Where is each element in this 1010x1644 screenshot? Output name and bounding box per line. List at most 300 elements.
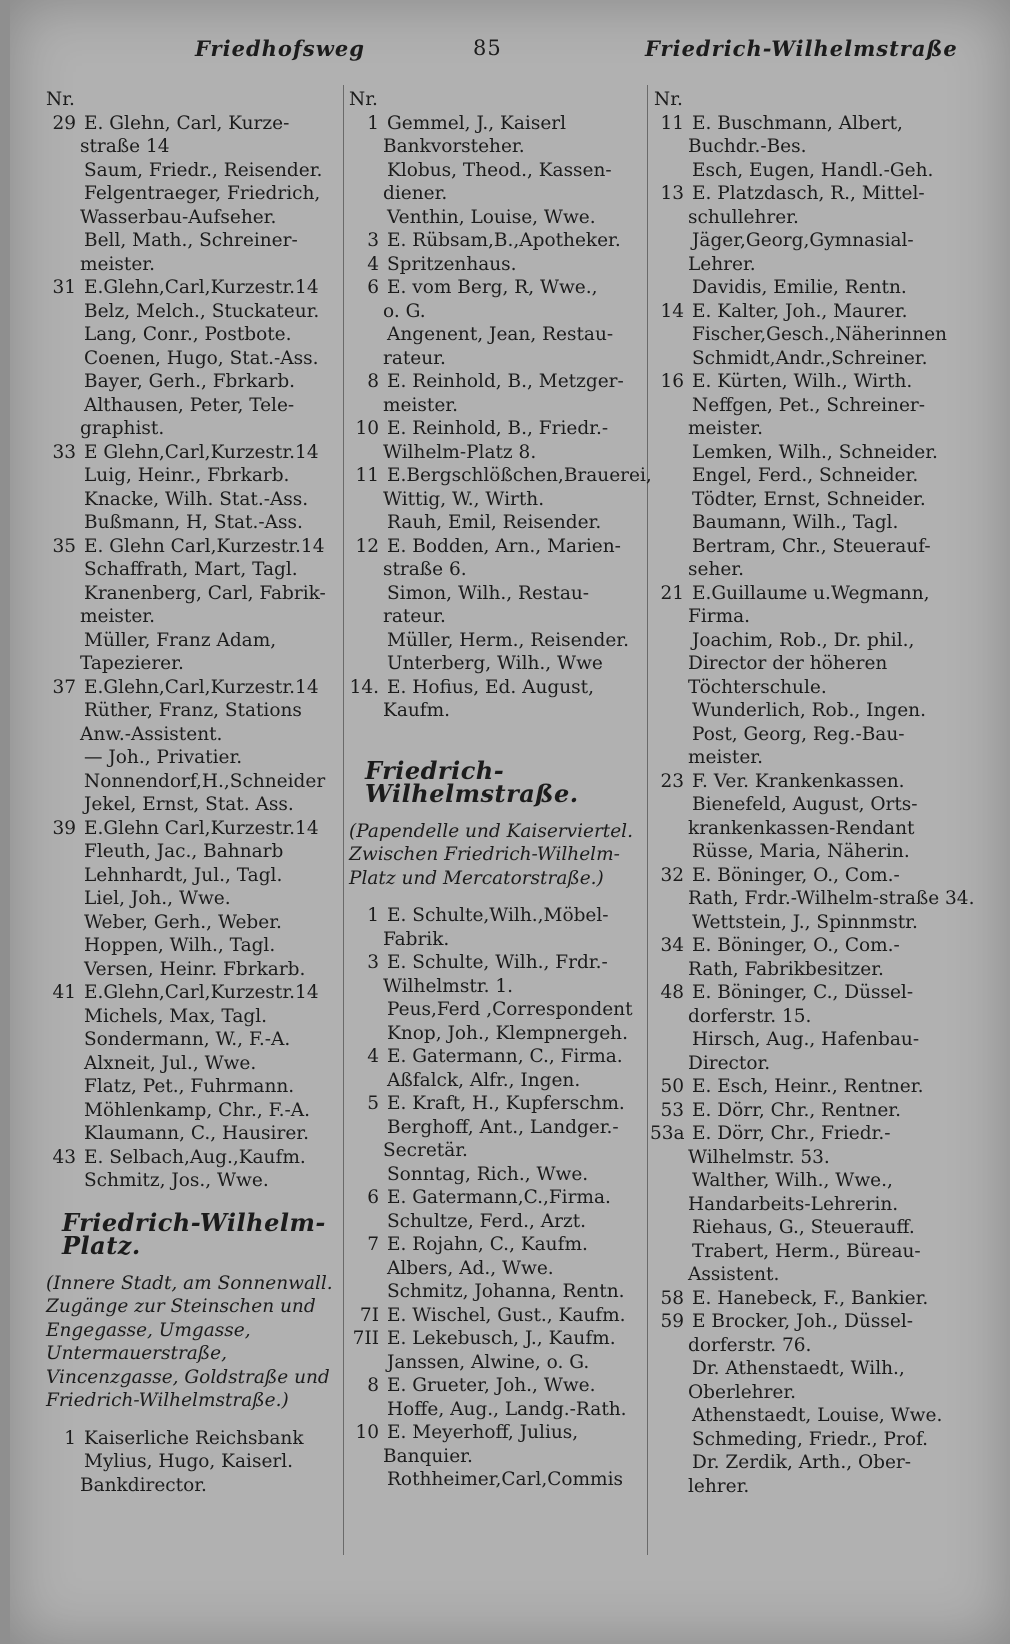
directory-entry — [42, 441, 347, 465]
resident-text: E. Kalter, Joh., Maurer. — [692, 300, 908, 322]
house-number — [42, 511, 84, 535]
resident-text: Sonntag, Rich., Wwe. — [387, 1163, 589, 1185]
resident-text: Rothheimer,Carl,Commis — [387, 1469, 623, 1490]
directory-entry — [650, 723, 995, 770]
resident-text: E. Buschmann, Albert, — [692, 112, 903, 134]
resident-text: Michels, Max, Tagl. — [84, 1005, 267, 1027]
house-number: 48 — [660, 982, 684, 1003]
resident-text-continued: rateur. — [383, 347, 446, 369]
resident-text: Schmeding, Friedr., Prof. — [692, 1428, 929, 1450]
resident-text-continued: Buchdr.-Bes. — [688, 136, 807, 157]
house-number — [42, 699, 84, 723]
resident-text: E. Grueter, Joh., Wwe. — [387, 1375, 596, 1396]
resident-text: Müller, Franz Adam, — [84, 629, 277, 651]
house-number: 4 — [367, 253, 379, 275]
directory-entry — [345, 904, 650, 951]
directory-entry — [42, 981, 347, 1005]
directory-entry — [42, 864, 347, 888]
house-number — [345, 1022, 387, 1046]
house-number — [345, 652, 387, 676]
directory-entry — [42, 464, 347, 488]
house-number — [42, 1005, 84, 1029]
resident-text: Jekel, Ernst, Stat. Ass. — [84, 794, 294, 815]
directory-entry — [650, 323, 995, 347]
resident-text: E Brocker, Joh., Düssel- — [692, 1311, 914, 1332]
directory-entry — [650, 1310, 995, 1357]
resident-text-continued: meister. — [688, 418, 763, 439]
directory-entry — [42, 887, 347, 911]
directory-entry — [650, 699, 995, 723]
house-number — [42, 934, 84, 958]
house-number — [345, 323, 387, 347]
directory-entry — [42, 229, 347, 276]
resident-text: E. Gatermann, C., Firma. — [387, 1046, 623, 1067]
house-number — [42, 229, 84, 253]
directory-entry — [345, 1210, 650, 1234]
resident-text: Venthin, Louise, Wwe. — [387, 206, 596, 228]
resident-text: Joachim, Rob., Dr. phil., — [692, 629, 915, 651]
resident-text: Peus,Ferd ,Correspondent — [387, 999, 633, 1020]
directory-entry — [345, 1374, 650, 1398]
resident-text: E. Böninger, C., Düssel- — [692, 982, 914, 1003]
directory-entry — [345, 276, 650, 323]
house-number — [650, 229, 692, 253]
resident-text: Davidis, Emilie, Rentn. — [692, 277, 907, 298]
column-2 — [345, 88, 650, 1492]
house-number — [42, 182, 84, 206]
house-number: 10 — [355, 418, 379, 439]
directory-entry — [650, 1169, 995, 1216]
directory-entry — [42, 1450, 347, 1497]
house-number: 8 — [367, 1375, 379, 1396]
directory-entry — [345, 159, 650, 206]
house-number: 33 — [52, 441, 76, 463]
directory-entry — [42, 394, 347, 441]
resident-text: Kranenberg, Carl, Fabrik- — [84, 582, 326, 604]
directory-entry — [345, 1163, 650, 1187]
house-number: 34 — [660, 935, 684, 956]
directory-entry — [42, 1005, 347, 1029]
resident-text-continued: o. G. — [383, 300, 426, 322]
house-number — [650, 464, 692, 488]
resident-text: Coenen, Hugo, Stat.-Ass. — [84, 347, 319, 369]
house-number — [650, 1240, 692, 1264]
resident-text: Dr. Athenstaedt, Wilh., — [692, 1358, 905, 1379]
directory-entry — [42, 1028, 347, 1052]
section-title: Friedrich-Wilhelmstraße. — [365, 755, 579, 808]
house-number — [650, 394, 692, 418]
house-number: 12 — [355, 535, 379, 557]
directory-entry — [650, 1451, 995, 1498]
house-number: 1 — [367, 112, 379, 134]
house-number: 6 — [367, 1187, 379, 1208]
resident-text: — Joh., Privatier. — [84, 747, 243, 768]
directory-entry — [650, 182, 995, 229]
directory-entry — [650, 159, 995, 183]
resident-text-continued: Wilhelmstr. 1. — [383, 975, 513, 997]
directory-entry — [650, 1240, 995, 1287]
house-number: 6 — [367, 277, 379, 298]
house-number — [345, 159, 387, 183]
resident-text: Sondermann, W., F.-A. — [84, 1029, 291, 1050]
directory-entry — [650, 911, 995, 935]
directory-entry — [42, 1099, 347, 1123]
resident-text-continued: lehrer. — [688, 1475, 750, 1497]
house-number — [345, 1163, 387, 1187]
directory-entry — [650, 300, 995, 324]
house-number — [345, 1210, 387, 1234]
section-note: (Innere Stadt, am Sonnenwall. Zugänge zur Steinschen und Engegasse, Umgasse, Untermauerstraße, Vincenzgasse, Goldstraße und Friedrich-Wilhelmstraße.) — [46, 1272, 333, 1411]
resident-text: Engel, Ferd., Schneider. — [692, 465, 919, 486]
directory-entry — [42, 793, 347, 817]
header-right-street: Friedrich-Wilhelmstraße — [645, 36, 958, 61]
directory-page — [10, 0, 1010, 1644]
resident-text-continued: Rath, Frdr.-Wilhelm-straße 34. — [688, 888, 975, 909]
house-number — [42, 958, 84, 982]
resident-text: Belz, Melch., Stuckateur. — [84, 300, 320, 322]
resident-text-continued: meister. — [80, 253, 155, 275]
resident-text: Hoppen, Wilh., Tagl. — [84, 935, 276, 956]
resident-text-continued: Director der höheren Töchterschule. — [688, 653, 888, 698]
house-number — [42, 1169, 84, 1193]
house-number: 53 — [660, 1099, 684, 1121]
resident-text-continued: Handarbeits-Lehrerin. — [688, 1193, 899, 1215]
resident-text: Rüther, Franz, Stations — [84, 700, 302, 721]
house-number — [42, 793, 84, 817]
house-number — [650, 441, 692, 465]
house-number — [650, 511, 692, 535]
house-number: 11 — [660, 112, 684, 134]
resident-text-continued: dorferstr. 76. — [688, 1334, 812, 1356]
directory-entry — [650, 276, 995, 300]
house-number — [42, 1450, 84, 1474]
directory-entry — [650, 1404, 995, 1428]
house-number — [345, 1468, 387, 1492]
header-left-street: Friedhofsweg — [195, 36, 365, 61]
resident-text: Riehaus, G., Steuerauff. — [692, 1217, 915, 1238]
resident-text: Knop, Joh., Klempnergeh. — [387, 1022, 628, 1044]
house-number — [650, 699, 692, 723]
directory-entry — [650, 394, 995, 441]
resident-text: Fischer,Gesch.,Näherinnen — [692, 324, 947, 345]
resident-text-continued: schullehrer. — [688, 206, 799, 228]
resident-text: E. Rübsam,B.,Apotheker. — [387, 230, 621, 251]
house-number — [42, 347, 84, 371]
resident-text: Liel, Joh., Wwe. — [84, 888, 231, 909]
directory-entry — [650, 464, 995, 488]
resident-text: Alxneit, Jul., Wwe. — [84, 1052, 257, 1074]
resident-text: Unterberg, Wilh., Wwe — [387, 653, 603, 674]
directory-entry — [42, 1169, 347, 1193]
directory-entry — [345, 206, 650, 230]
column-3 — [650, 88, 995, 1498]
house-number: 7 — [367, 1234, 379, 1255]
resident-text: Tödter, Ernst, Schneider. — [692, 488, 926, 510]
directory-entry — [650, 1075, 995, 1099]
resident-text: Aßfalck, Alfr., Ingen. — [387, 1069, 581, 1091]
resident-text: E. Platzdasch, R., Mittel- — [692, 183, 925, 204]
resident-text: E.Glehn,Carl,Kurzestr.14 — [84, 277, 319, 298]
house-number: 43 — [52, 1146, 76, 1168]
resident-text: Schmitz, Jos., Wwe. — [84, 1170, 269, 1191]
house-number — [650, 159, 692, 183]
directory-entry — [42, 182, 347, 229]
directory-entry — [345, 951, 650, 998]
resident-text: Möhlenkamp, Chr., F.-A. — [84, 1099, 311, 1121]
directory-entry — [650, 840, 995, 864]
resident-text: Angenent, Jean, Restau- — [387, 324, 614, 345]
resident-text-continued: Director. — [688, 1052, 771, 1074]
house-number — [650, 347, 692, 371]
house-number: 32 — [660, 864, 684, 886]
house-number: 41 — [52, 982, 76, 1003]
resident-text: E. Lekebusch, J., Kaufm. — [387, 1328, 616, 1349]
resident-text: Klaumann, C., Hausirer. — [84, 1123, 309, 1144]
resident-text: F. Ver. Krankenkassen. — [692, 770, 905, 792]
resident-text-continued: krankenkassen-Rendant — [688, 817, 915, 839]
directory-entry — [650, 981, 995, 1028]
resident-text: Wunderlich, Rob., Ingen. — [692, 700, 926, 721]
house-number: 39 — [52, 817, 76, 839]
house-number — [42, 558, 84, 582]
house-number: 23 — [660, 770, 684, 792]
house-number — [42, 770, 84, 794]
house-number: 14. — [349, 676, 379, 698]
resident-text: Berghoff, Ant., Landger.- — [387, 1116, 619, 1138]
house-number — [345, 1116, 387, 1140]
directory-entry — [650, 1216, 995, 1240]
resident-text-continued: meister. — [688, 747, 763, 768]
resident-text-continued: Wasserbau-Aufseher. — [80, 206, 277, 228]
directory-entry — [42, 958, 347, 982]
resident-text: E. Bodden, Arn., Marien- — [387, 535, 621, 557]
resident-text: Mylius, Hugo, Kaiserl. — [84, 1451, 294, 1472]
directory-entry — [345, 1327, 650, 1351]
resident-text: Schmitz, Johanna, Rentn. — [387, 1281, 625, 1302]
resident-text-continued: rateur. — [383, 606, 446, 627]
resident-text: Lemken, Wilh., Schneider. — [692, 441, 938, 463]
directory-entry — [650, 1028, 995, 1075]
directory-entry — [345, 112, 650, 159]
resident-text: E. Glehn, Carl, Kurze- — [84, 112, 290, 134]
directory-entry — [345, 535, 650, 582]
directory-entry — [42, 1122, 347, 1146]
house-number — [650, 323, 692, 347]
directory-entry — [345, 229, 650, 253]
house-number: 35 — [52, 535, 76, 557]
house-number — [42, 1075, 84, 1099]
resident-text: Kaiserliche Reichsbank — [84, 1427, 304, 1449]
resident-text: E. Böninger, O., Com.- — [692, 864, 900, 886]
resident-text: Saum, Friedr., Reisender. — [84, 159, 323, 181]
directory-entry — [42, 323, 347, 347]
directory-entry — [650, 582, 995, 629]
resident-text: E. Hanebeck, F., Bankier. — [692, 1287, 929, 1309]
resident-text: Lehnhardt, Jul., Tagl. — [84, 864, 283, 886]
resident-text: Flatz, Pet., Fuhrmann. — [84, 1076, 295, 1097]
directory-entry — [345, 323, 650, 370]
resident-text: Neffgen, Pet., Schreiner- — [692, 394, 926, 416]
directory-entry — [42, 558, 347, 582]
directory-entry — [345, 1468, 650, 1492]
house-number — [650, 793, 692, 817]
resident-text-continued: Tapezierer. — [80, 653, 184, 674]
resident-text: Walther, Wilh., Wwe., — [692, 1170, 893, 1191]
house-number — [345, 1351, 387, 1375]
house-number — [345, 206, 387, 230]
house-number — [345, 1398, 387, 1422]
resident-text-continued: Lehrer. — [688, 253, 756, 275]
resident-text: E. Hofius, Ed. August, — [387, 676, 594, 698]
resident-text: E. Schulte, Wilh., Frdr.- — [387, 952, 608, 973]
directory-entry — [345, 1398, 650, 1422]
house-number: 16 — [660, 371, 684, 392]
directory-entry — [345, 1116, 650, 1163]
directory-entry — [650, 229, 995, 276]
resident-text: Hirsch, Aug., Hafenbau- — [692, 1029, 920, 1050]
resident-text: Nonnendorf,H.,Schneider — [84, 770, 326, 792]
resident-text: Trabert, Herm., Büreau- — [692, 1240, 921, 1262]
directory-entry — [345, 998, 650, 1022]
resident-text: Knacke, Wilh. Stat.-Ass. — [84, 488, 309, 510]
directory-entry — [42, 746, 347, 770]
directory-entry — [42, 1075, 347, 1099]
house-number — [650, 1404, 692, 1428]
resident-text-continued: Wittig, W., Wirth. — [383, 488, 545, 510]
resident-text: E.Guillaume u.Wegmann, — [692, 582, 930, 604]
house-number: 59 — [660, 1311, 684, 1332]
house-number — [42, 887, 84, 911]
house-number — [42, 582, 84, 606]
resident-text-continued: graphist. — [80, 418, 165, 439]
resident-text: Wettstein, J., Spinnmstr. — [692, 911, 918, 933]
resident-text: E. Meyerhoff, Julius, — [387, 1422, 579, 1443]
directory-entry — [650, 1428, 995, 1452]
resident-text: E. Schulte,Wilh.,Möbel- — [387, 905, 609, 926]
resident-text: Schultze, Ferd., Arzt. — [387, 1210, 587, 1232]
house-number — [650, 911, 692, 935]
house-number: 7II — [352, 1328, 379, 1349]
house-number: 53a — [650, 1123, 685, 1144]
directory-entry — [650, 347, 995, 371]
house-number — [42, 840, 84, 864]
resident-text-continued: Wilhelmstr. 53. — [688, 1146, 830, 1168]
house-number — [42, 911, 84, 935]
house-number — [345, 1257, 387, 1281]
house-number: 14 — [660, 300, 684, 322]
resident-text-continued: meister. — [80, 606, 155, 627]
house-number — [42, 629, 84, 653]
house-number — [42, 323, 84, 347]
resident-text: Müller, Herm., Reisender. — [387, 629, 629, 651]
house-number: 1 — [367, 905, 379, 926]
house-number: 5 — [367, 1093, 379, 1114]
directory-entry — [42, 535, 347, 559]
resident-text-continued: Oberlehrer. — [688, 1381, 797, 1403]
directory-entry — [42, 347, 347, 371]
directory-entry — [42, 934, 347, 958]
house-number: 21 — [660, 582, 684, 604]
resident-text-continued: Anw.-Assistent. — [80, 723, 223, 745]
resident-text: E. Esch, Heinr., Rentner. — [692, 1076, 924, 1097]
resident-text: Post, Georg, Reg.-Bau- — [692, 723, 905, 745]
directory-entry — [650, 934, 995, 981]
house-number: 31 — [52, 277, 76, 298]
resident-text: Fleuth, Jac., Bahnarb — [84, 841, 284, 862]
directory-entry — [345, 253, 650, 277]
directory-entry — [345, 582, 650, 629]
resident-text: Luig, Heinr., Fbrkarb. — [84, 465, 290, 486]
resident-text: E. Kraft, H., Kupferschm. — [387, 1093, 625, 1114]
section-note: (Papendelle und Kaiserviertel. Zwischen Friedrich-Wilhelm-Platz und Mercatorstraße.) — [349, 820, 633, 889]
resident-text: Althausen, Peter, Tele- — [84, 394, 295, 416]
directory-entry — [345, 1069, 650, 1093]
resident-text-continued: Kaufm. — [383, 700, 451, 721]
house-number — [42, 746, 84, 770]
house-number — [650, 1028, 692, 1052]
resident-text: E.Bergschlößchen,Brauerei, — [387, 465, 652, 486]
directory-entry — [42, 370, 347, 394]
resident-text: Janssen, Alwine, o. G. — [387, 1351, 590, 1373]
directory-entry — [42, 840, 347, 864]
directory-entry — [42, 1427, 347, 1451]
resident-text-continued: straße 6. — [383, 559, 467, 580]
directory-entry — [650, 793, 995, 840]
house-number — [650, 629, 692, 653]
directory-entry — [650, 441, 995, 465]
resident-text-continued: Assistent. — [688, 1264, 780, 1285]
resident-text: Bell, Math., Schreiner- — [84, 230, 298, 251]
directory-entry — [345, 1351, 650, 1375]
house-number: 4 — [367, 1046, 379, 1067]
resident-text: E Glehn,Carl,Kurzestr.14 — [84, 441, 319, 463]
directory-entry — [42, 1146, 347, 1170]
house-number: 3 — [367, 952, 379, 973]
house-number — [650, 276, 692, 300]
house-number — [42, 864, 84, 888]
directory-entry — [345, 652, 650, 676]
directory-entry — [650, 511, 995, 535]
directory-entry — [345, 1045, 650, 1069]
resident-text: Felgentraeger, Friedrich, — [84, 183, 321, 204]
directory-entry — [650, 864, 995, 911]
resident-text-continued: Firma. — [688, 606, 751, 627]
house-number — [650, 488, 692, 512]
directory-entry — [42, 911, 347, 935]
resident-text: E. Dörr, Chr., Rentner. — [692, 1099, 901, 1121]
resident-text: Esch, Eugen, Handl.-Geh. — [692, 159, 934, 181]
resident-text: E. Glehn Carl,Kurzestr.14 — [84, 535, 325, 557]
page-number: 85 — [473, 36, 502, 60]
house-number — [42, 1052, 84, 1076]
directory-entry — [650, 112, 995, 159]
house-number: 3 — [367, 230, 379, 251]
directory-entry — [42, 511, 347, 535]
resident-text-continued: seher. — [688, 559, 744, 580]
directory-entry — [42, 488, 347, 512]
house-number — [42, 300, 84, 324]
resident-text: Schaffrath, Mart, Tagl. — [84, 559, 298, 580]
house-number: 8 — [367, 371, 379, 392]
resident-text-continued: straße 14 — [80, 136, 170, 157]
resident-text: E. Dörr, Chr., Friedr.- — [692, 1123, 891, 1144]
resident-text-continued: Rath, Fabrikbesitzer. — [688, 958, 884, 980]
resident-text: Hoffe, Aug., Landg.-Rath. — [387, 1398, 627, 1420]
directory-entry — [345, 417, 650, 464]
house-number — [650, 535, 692, 559]
directory-entry — [42, 629, 347, 676]
house-number — [650, 1169, 692, 1193]
